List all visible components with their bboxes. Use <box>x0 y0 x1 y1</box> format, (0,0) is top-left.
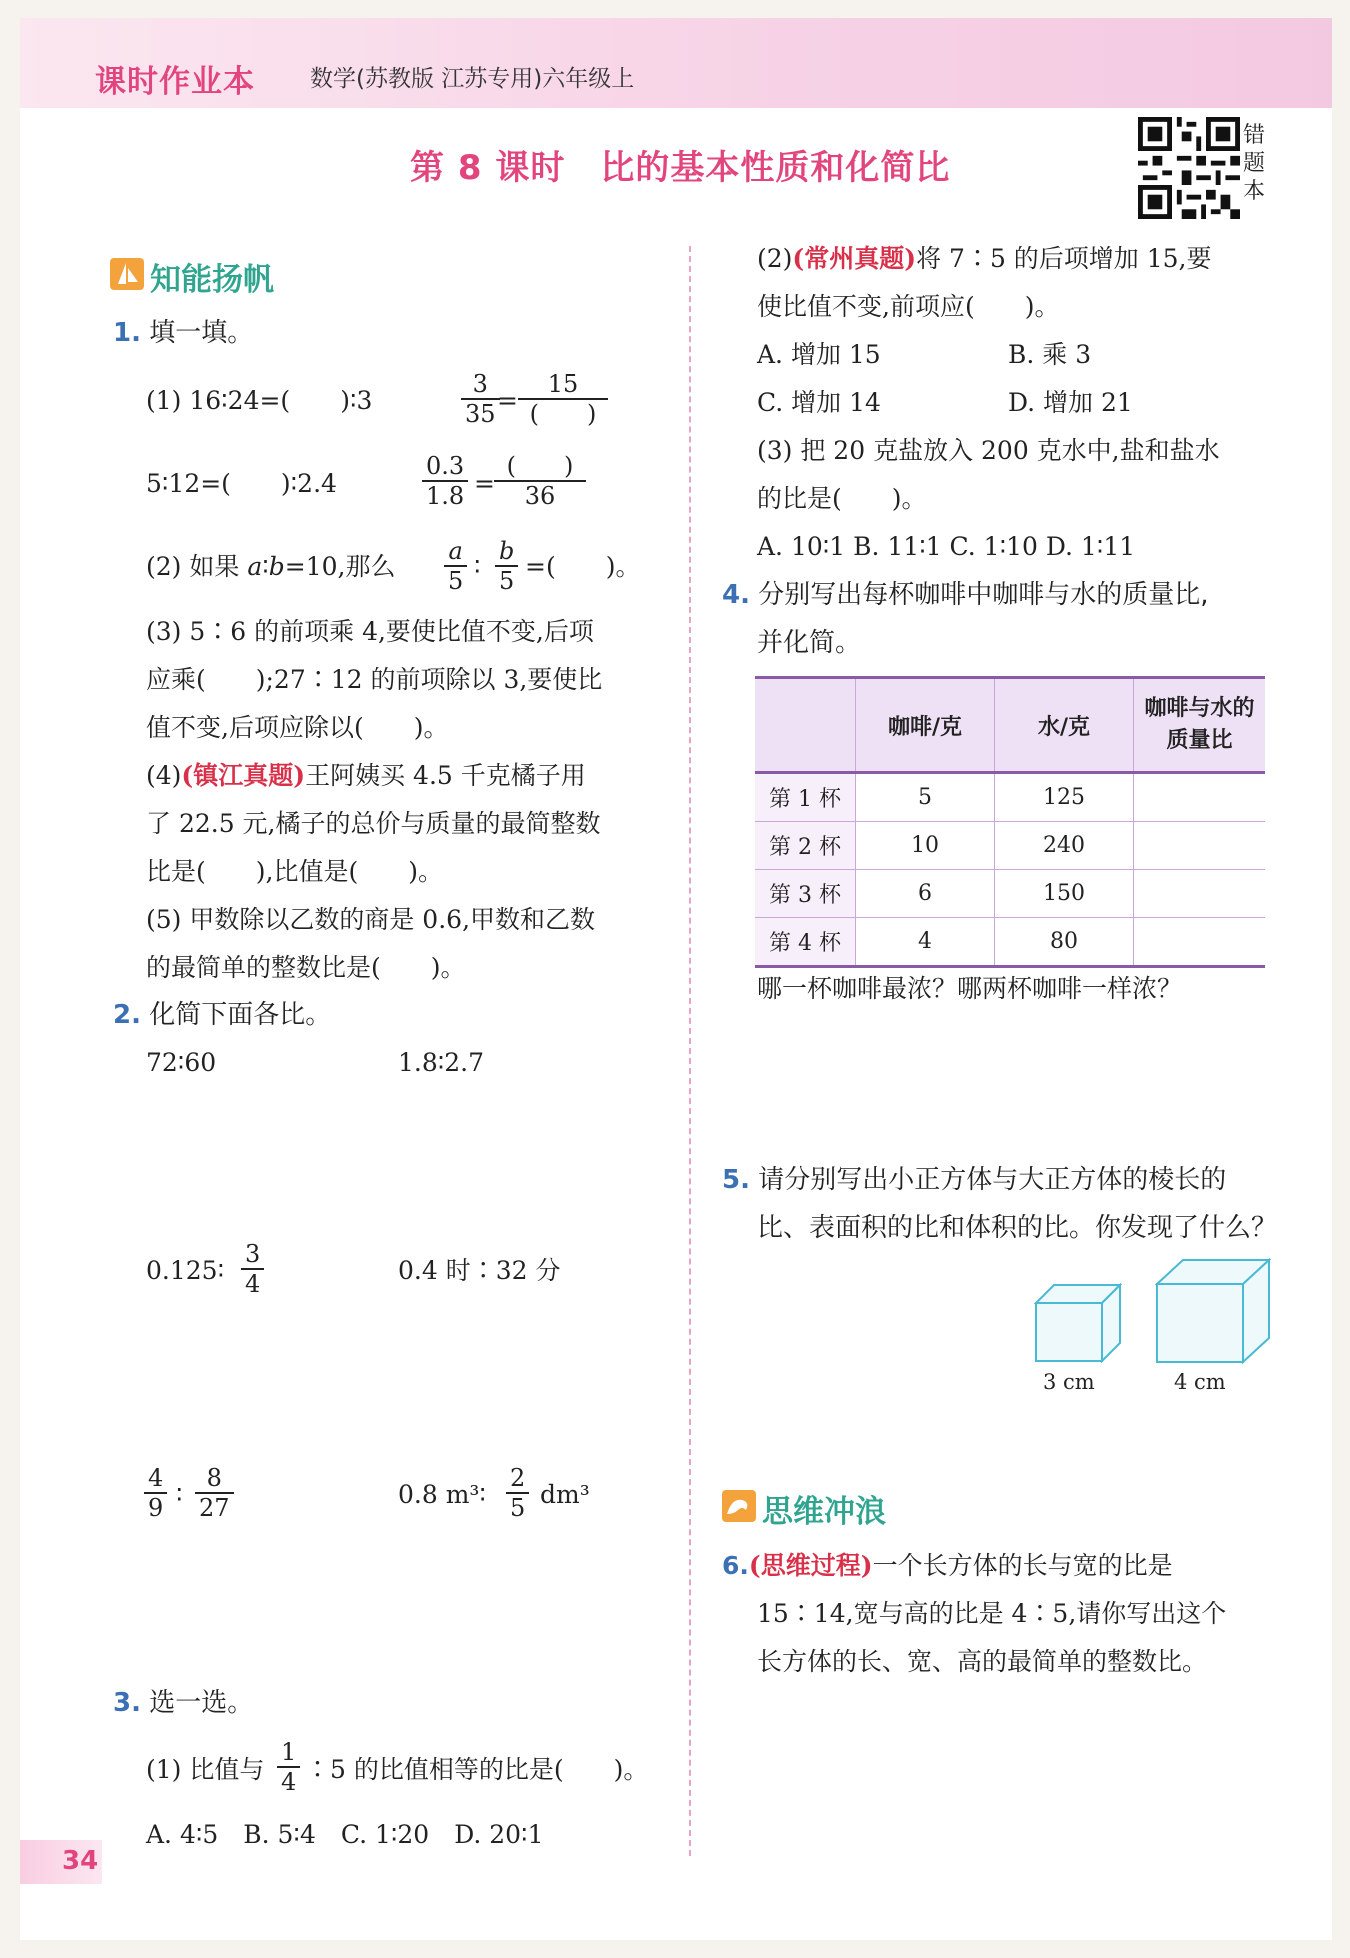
ratio-d: 0.4 时∶32 分 <box>398 1256 561 1285</box>
page-number-tab <box>20 1840 102 1884</box>
question-number: 6. <box>722 1551 749 1580</box>
table-header-cell: 咖啡/克 <box>856 678 995 773</box>
table-cell: 6 <box>856 870 995 918</box>
q1-part1-c: 5∶12=( )∶2.4 <box>146 469 337 498</box>
q3-part1: (1) 比值与 <box>146 1755 265 1784</box>
large-cube-label: 4 cm <box>1174 1370 1226 1394</box>
q1-part3-line1: (3) 5∶6 的前项乘 4,要使比值不变,后项 <box>146 617 594 646</box>
small-cube-icon <box>1034 1283 1124 1363</box>
q1-part5-line1: (5) 甲数除以乙数的商是 0.6,甲数和乙数 <box>146 905 596 934</box>
equals-sign: = <box>474 469 495 498</box>
small-cube-label: 3 cm <box>1043 1370 1095 1394</box>
question-4-followup: 哪一杯咖啡最浓？哪两杯咖啡一样浓？ <box>757 974 1183 1003</box>
question-title: 化简下面各比。 <box>149 1000 332 1030</box>
table-header-cell: 水/克 <box>995 678 1134 773</box>
coffee-table <box>755 676 1265 968</box>
q3-part2-line1: (2)(常州真题)将 7∶5 的后项增加 15,要 <box>757 244 1212 273</box>
table-header-cell: 咖啡与水的质量比 <box>1134 678 1266 773</box>
q3-part3-line1: (3) 把 20 克盐放入 200 克水中,盐和盐水 <box>757 436 1220 465</box>
question-title: 填一填。 <box>149 318 254 348</box>
table-row <box>755 918 1265 967</box>
q3-part3-options: A. 10∶1 B. 11∶1 C. 1∶10 D. 1∶11 <box>757 532 1136 561</box>
ratio-c: 0.125∶ <box>146 1256 225 1285</box>
question-5-line2: 比、表面积的比和体积的比。你发现了什么？ <box>757 1213 1278 1243</box>
option-b: B. 乘 3 <box>1008 340 1092 369</box>
q1-part1-a: (1) 16∶24=( )∶3 <box>146 386 373 415</box>
q3-part2-line2: 使比值不变,前项应( )。 <box>757 292 1060 321</box>
answer-cell[interactable] <box>1134 773 1266 822</box>
header-brand: 课时作业本 <box>95 64 255 100</box>
question-6-line2: 15∶14,宽与高的比是 4∶5,请你写出这个 <box>757 1599 1227 1628</box>
question-1-title <box>113 318 253 348</box>
question-6-line1: 6.(思维过程)一个长方体的长与宽的比是 <box>722 1551 1173 1580</box>
qr-code-icon[interactable] <box>1138 117 1240 219</box>
table-cell: 第 1 杯 <box>755 773 856 822</box>
source-tag: (思维过程) <box>748 1551 873 1580</box>
q1-part4-line2: 了 22.5 元,橘子的总价与质量的最简整数 <box>146 809 601 838</box>
question-4-line2: 并化简。 <box>757 628 862 658</box>
table-header-row <box>755 678 1265 773</box>
colon: ∶ <box>474 552 481 581</box>
q1-part2-end: =( )。 <box>525 552 641 581</box>
fraction: $\frac{1}{4}$ <box>277 1738 300 1796</box>
question-number: 4. <box>722 580 750 610</box>
qr-label: 错题本 <box>1243 123 1266 204</box>
question-number: 3. <box>113 1688 141 1718</box>
source-tag: (常州真题) <box>792 244 917 273</box>
answer-cell[interactable] <box>1134 870 1266 918</box>
equals-sign: = <box>497 386 518 415</box>
table-header-cell <box>755 678 856 773</box>
section-title-thinking: 思维冲浪 <box>762 1494 886 1530</box>
sail-icon <box>110 258 144 290</box>
fraction: $\frac{4}{9}$ <box>144 1464 167 1522</box>
fraction: 15 ( ) <box>518 370 608 428</box>
q1-part4-line3: 比是( ),比值是( )。 <box>146 857 443 886</box>
header-subtitle: 数学(苏教版 江苏专用)六年级上 <box>310 66 635 92</box>
colon: ∶ <box>176 1480 183 1509</box>
q1-part2: (2) 如果 a∶b=10,那么 <box>146 552 396 581</box>
table-cell: 240 <box>995 822 1134 870</box>
q1-part3-line3: 值不变,后项应除以( )。 <box>146 713 449 742</box>
question-2-title <box>113 1000 331 1030</box>
fraction: $\frac{3}{35}$ <box>461 370 500 428</box>
table-row <box>755 870 1265 918</box>
table-cell: 80 <box>995 918 1134 967</box>
table-cell: 5 <box>856 773 995 822</box>
table-cell: 第 3 杯 <box>755 870 856 918</box>
question-5-line1: 5. 请分别写出小正方体与大正方体的棱长的 <box>722 1165 1227 1195</box>
q1-part5-line2: 的最简单的整数比是( )。 <box>146 953 466 982</box>
large-cube-icon <box>1155 1258 1271 1364</box>
question-6-line3: 长方体的长、宽、高的最简单的整数比。 <box>757 1647 1208 1676</box>
fraction: $\frac{a}{5}$ <box>444 537 467 595</box>
fraction: $\frac{0.3}{1.8}$ <box>422 452 468 510</box>
column-divider <box>689 246 691 1856</box>
fraction: $\frac{8}{27}$ <box>195 1464 234 1522</box>
question-title: 选一选。 <box>149 1688 254 1718</box>
table-cell: 第 4 杯 <box>755 918 856 967</box>
unit: dm³ <box>540 1480 590 1509</box>
ratio-a: 72∶60 <box>146 1048 217 1077</box>
table-cell: 10 <box>856 822 995 870</box>
option-d: D. 增加 21 <box>1008 388 1133 417</box>
ratio-b: 1.8∶2.7 <box>398 1048 485 1077</box>
table-cell: 150 <box>995 870 1134 918</box>
question-number: 1. <box>113 318 141 348</box>
question-number: 2. <box>113 1000 141 1030</box>
q3-part1-options: A. 4∶5 B. 5∶4 C. 1∶20 D. 20∶1 <box>146 1820 544 1849</box>
section-title-knowledge: 知能扬帆 <box>150 262 274 298</box>
answer-cell[interactable] <box>1134 822 1266 870</box>
q3-part3-line2: 的比是( )。 <box>757 484 927 513</box>
wave-icon <box>722 1490 756 1522</box>
q1-part3-line2: 应乘( );27∶12 的前项除以 3,要使比 <box>146 665 603 694</box>
question-4-line1: 4. 分别写出每杯咖啡中咖啡与水的质量比, <box>722 580 1209 610</box>
fraction: $\frac{b}{5}$ <box>495 537 518 595</box>
fraction: $\frac{2}{5}$ <box>506 1464 529 1522</box>
question-3-title <box>113 1688 253 1718</box>
q3-part1-post: ∶5 的比值相等的比是( )。 <box>305 1755 649 1784</box>
table-row <box>755 822 1265 870</box>
table-cell: 第 2 杯 <box>755 822 856 870</box>
table-cell: 4 <box>856 918 995 967</box>
fraction: $\frac{3}{4}$ <box>241 1240 264 1298</box>
q1-part4-line1: (4)(镇江真题)王阿姨买 4.5 千克橘子用 <box>146 761 586 790</box>
option-c: C. 增加 14 <box>757 388 881 417</box>
table-row <box>755 773 1265 822</box>
option-a: A. 增加 15 <box>757 340 881 369</box>
question-number: 5. <box>722 1165 750 1195</box>
answer-cell[interactable] <box>1134 918 1266 967</box>
lesson-title: 第 8 课时 比的基本性质和化简比 <box>410 148 951 188</box>
page-number: 34 <box>62 1846 99 1876</box>
fraction: ( ) 36 <box>494 452 586 510</box>
table-cell: 125 <box>995 773 1134 822</box>
source-tag: (镇江真题) <box>181 761 306 790</box>
ratio-f: 0.8 m³∶ <box>398 1480 486 1509</box>
